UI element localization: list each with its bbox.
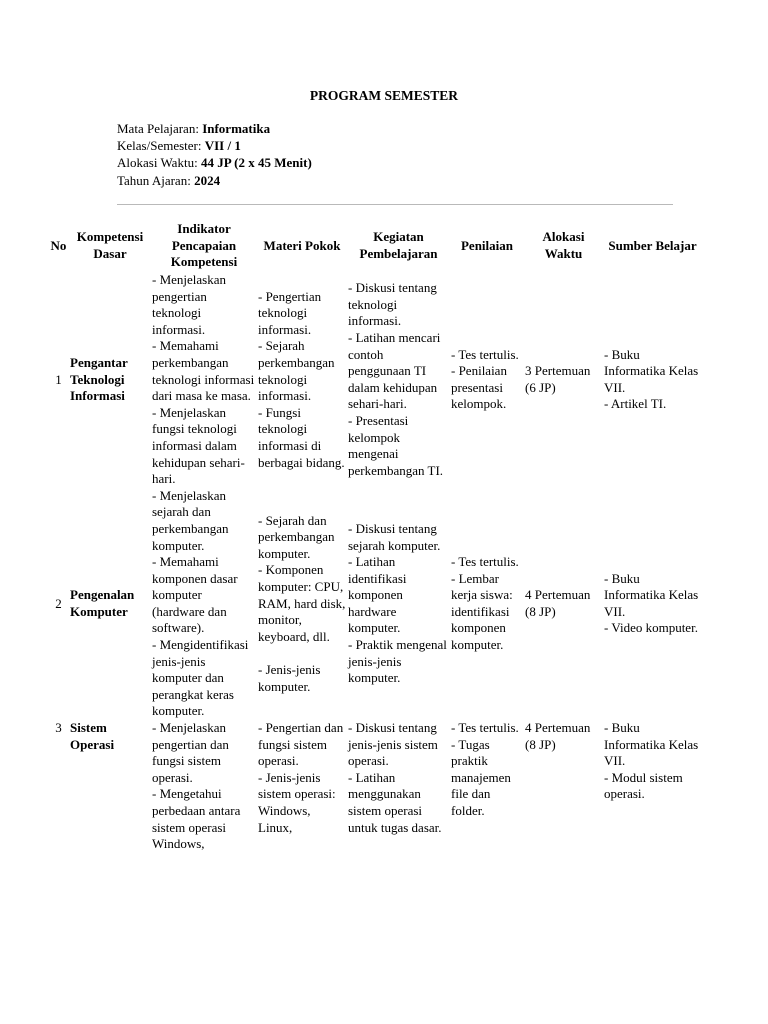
cell-line: - Latihan menggunakan sistem operasi untuk tugas dasar. <box>348 769 442 835</box>
cell-line: - Video komputer. <box>604 620 698 636</box>
kompetensi-dasar: Pengantar Teknologi Informasi <box>70 354 128 404</box>
cell-line: - Mengidentifikasi jenis-jenis komputer dan perangkat keras komputer. <box>152 637 249 719</box>
kompetensi-dasar: Pengenalan Komputer <box>70 587 135 619</box>
kompetensi-dasar: Sistem Operasi <box>70 720 115 752</box>
cell-line: - Penilaian presentasi kelompok. <box>451 363 507 412</box>
cell-line: - Diskusi tentang jenis-jenis sistem operasi. <box>348 720 438 769</box>
indikator-cell <box>151 272 257 488</box>
row-number: 2 <box>55 595 62 611</box>
cell-line: - Latihan mencari contoh penggunaan TI dalam kehidupan sehari-hari. <box>348 330 441 412</box>
info-value: VII / 1 <box>204 138 241 154</box>
indikator-cell <box>151 488 257 720</box>
materi-cell <box>257 272 347 488</box>
cell-line: - Sejarah dan perkembangan komputer. <box>258 512 335 561</box>
info-label: Tahun Ajaran: <box>117 172 191 188</box>
cell-line: - Pengertian teknologi informasi. <box>258 288 322 337</box>
penilaian-cell <box>450 720 524 853</box>
info-row-year <box>117 173 312 190</box>
alokasi-cell: 4 Pertemuan (8 JP) <box>525 720 591 752</box>
cell-line: - Latihan identifikasi komponen hardware komputer. <box>348 554 407 636</box>
cell-line: - Mengetahui perbedaan antara sistem operasi Windows, <box>152 786 241 852</box>
cell-line: - Buku Informatika Kelas VII. <box>604 346 699 395</box>
cell-line: - Artikel TI. <box>604 396 667 412</box>
header-cell: Indikator Pencapaian Kompetensi <box>170 221 238 270</box>
header-cell: No <box>50 237 67 253</box>
cell-line: - Pengertian dan fungsi sistem operasi. <box>258 720 344 769</box>
header-cell: Sumber Belajar <box>608 237 697 253</box>
cell-line: - Tes tertulis. <box>451 346 519 362</box>
row-number: 1 <box>55 371 62 387</box>
header-cell: Penilaian <box>460 237 513 253</box>
header-cell: Kompetensi Dasar <box>76 229 144 261</box>
info-block <box>117 121 312 190</box>
cell-line: - Tes tertulis. <box>451 720 519 736</box>
semester-table <box>48 220 702 853</box>
kegiatan-cell <box>347 720 450 853</box>
cell-line: - Buku Informatika Kelas VII. <box>604 570 699 619</box>
info-value: 2024 <box>194 172 221 188</box>
cell-line: - Menjelaskan pengertian dan fungsi sistem operasi. <box>152 720 229 785</box>
cell-line: - Fungsi teknologi informasi di berbagai bidang. <box>258 404 345 470</box>
cell-line: - Jenis-jenis sistem operasi: Windows, Linux, <box>258 769 336 835</box>
cell-line: - Presentasi kelompok mengenai perkembangan TI. <box>348 413 444 478</box>
info-row-class <box>117 138 312 155</box>
info-label: Mata Pelajaran: <box>117 121 199 136</box>
header-cell: Kegiatan Pembelajaran <box>359 229 438 261</box>
cell-line: - Lembar kerja siswa: identifikasi komponen komputer. <box>451 570 513 653</box>
cell-line: - Tes tertulis. <box>451 554 519 570</box>
penilaian-cell <box>450 272 524 488</box>
page-title: PROGRAM SEMESTER <box>309 88 459 103</box>
table-row <box>48 272 702 488</box>
info-label: Alokasi Waktu: <box>117 155 198 171</box>
kegiatan-cell <box>347 488 450 720</box>
header-cell: Materi Pokok <box>263 237 341 253</box>
cell-line: - Komponen komputer: CPU, RAM, hard disk, monitor, keyboard, dll. <box>258 562 346 644</box>
table-header-row <box>48 220 702 272</box>
materi-cell <box>257 488 347 720</box>
table-row <box>48 720 702 853</box>
cell-line: - Menjelaskan pengertian teknologi informasi. <box>152 272 227 337</box>
cell-line: - Diskusi tentang sejarah komputer. <box>348 520 441 553</box>
sumber-cell <box>603 488 702 720</box>
table-row <box>48 488 702 720</box>
cell-line: - Sejarah perkembangan teknologi informasi. <box>258 338 335 404</box>
indikator-cell <box>151 720 257 853</box>
divider <box>117 204 673 205</box>
materi-cell <box>257 720 347 853</box>
info-row-time <box>117 155 312 172</box>
sumber-cell <box>603 272 702 488</box>
alokasi-cell: 3 Pertemuan (6 JP) <box>525 363 591 395</box>
info-label: Kelas/Semester: <box>117 138 202 154</box>
info-row-subject <box>117 121 312 138</box>
cell-line: - Menjelaskan sejarah dan perkembangan komputer. <box>152 487 229 553</box>
header-cell: Alokasi Waktu <box>542 229 585 261</box>
cell-spacer <box>258 645 346 662</box>
cell-line: - Praktik mengenal jenis-jenis komputer. <box>348 637 447 686</box>
alokasi-cell: 4 Pertemuan (8 JP) <box>525 587 591 619</box>
cell-line: - Memahami perkembangan teknologi informasi dari masa ke masa. <box>152 338 255 404</box>
row-number: 3 <box>55 720 62 736</box>
cell-line: - Buku Informatika Kelas VII. <box>604 720 699 769</box>
cell-line: - Tugas praktik manajemen file dan folder. <box>451 736 511 818</box>
cell-line: - Memahami komponen dasar komputer (hardware dan software). <box>152 554 238 636</box>
sumber-cell <box>603 720 702 853</box>
kegiatan-cell <box>347 272 450 488</box>
penilaian-cell <box>450 488 524 720</box>
cell-line: - Menjelaskan fungsi teknologi informasi dalam kehidupan sehari-hari. <box>152 404 245 487</box>
cell-line: - Modul sistem operasi. <box>604 769 683 802</box>
info-value: 44 JP (2 x 45 Menit) <box>200 155 312 171</box>
cell-line: - Jenis-jenis komputer. <box>258 661 321 694</box>
info-value: Informatika <box>202 121 271 136</box>
cell-line: - Diskusi tentang teknologi informasi. <box>348 280 437 329</box>
